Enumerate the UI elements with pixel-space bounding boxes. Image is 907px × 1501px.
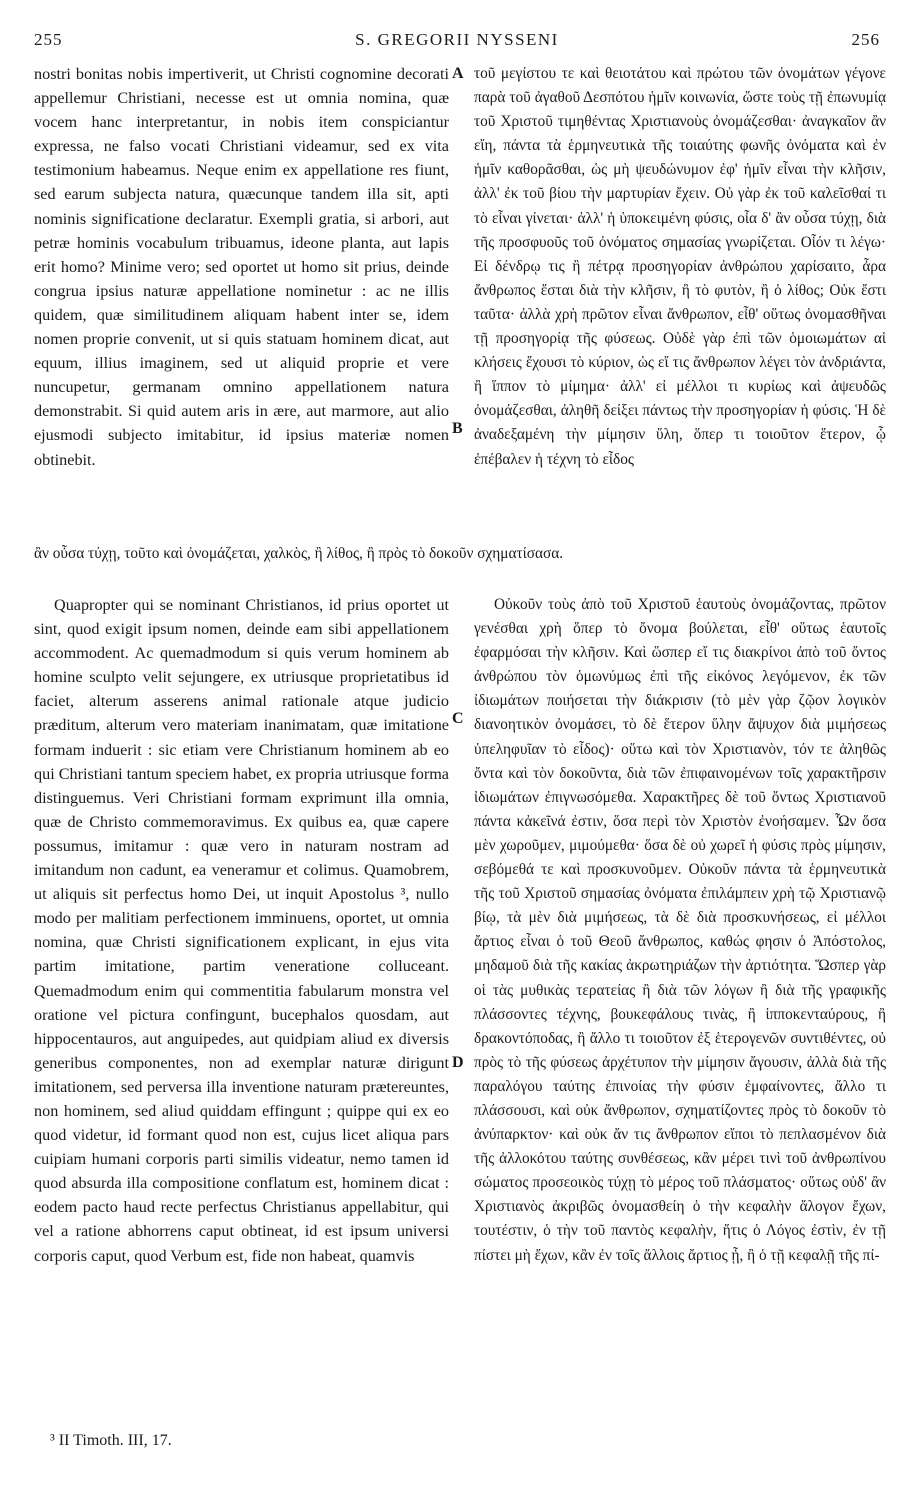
- latin-column-part1: nostri bonitas nobis impertiverit, ut Christi cognomine decorati appellemur Christiani, necesse est ut omnia nomina, quæ vocem hanc interpretantur, in nobis item conspiciantur expressa, ne falso vocati Christiani videamur, sed ex vita testimonium habeamus. Neque enim ex appellatione res fiunt, sed earum subjecta natura, quæcunque tandem illa sit, apti nominis significatione declaratur. Exempli gratia, si arbori, aut petræ hominis vocabulum tribuamus, ideone planta, aut lapis erit homo? Minime vero; sed oportet ut homo sit prius, deinde congrua ipsius naturæ appellatione nominetur : ac ne illis quidem, quæ similitudinem aliquam habent inter se, idem nomen proprie convenit, ut si quis statuam hominem dicat, aut equum, illius imaginem, sed ut aliquid proprie et vere nuncupetur, germanam omnino appellationem natura demonstrabit. Si quid autem aris in ære, aut marmore, aut alio ejusmodi subjecto imitabitur, id ipsius materiæ nomen obtinebit.: [34, 65, 449, 469]
- greek-spanning-line: ἂν οὖσα τύχῃ, τοῦτο καὶ ὀνομάζεται, χαλκὸς, ἢ λίθος, ἢ πρὸς τὸ δοκοῦν σχηματίσασα.: [34, 545, 564, 562]
- running-title: S. GREGORII NYSSENI: [355, 30, 559, 49]
- latin-column-part2: Quapropter qui se nominant Christianos, id prius oportet ut sint, quod exigit ipsum nomen, deinde eam sibi appellationem accommodent. Ac quemadmodum si quis verum hominem ab homine sculpto velit sejungere, ex utriusque proprietatibus id faciet, alterum asserens animal rationale atque judicio præditum, alterum vero materiam inanimatam, quæ imitatione formam induerit : sic etiam vere Christianum hominem ab eo qui Christiani tantum speciem habet, ex propria utriusque forma distinguemus. Veri Christiani formam exprimunt illa omnia, quæ de Christo commemoravimus. Ex quibus ea, quæ capere possumus, imitamur : quæ vero in naturam nostram ad imitandum non cadunt, ea veneramur et colimus. Quamobrem, ut aliquis sit perfectus homo Dei, ut inquit Apostolus ³, nullo modo per malitiam perfectionem imminuens, oportet, ut omnia nomina, quæ Christi significationem explicant, in ejus vita partim imitatione, partim veneratione colluceant. Quemadmodum enim qui commentitia fabularum monstra vel oratione vel pictura confingunt, bucephalos quosdam, aut hippocentauros, aut anguipedes, aut quidpiam aliud ex diversis generibus componentes, non ad exemplar naturæ dirigunt imitationem, sed perversa illa inventione naturam prætereuntes, non hominem, sed aliud quiddam effingunt ; quippe qui ex eo quod videtur, id formant quod non est, cujus licet aliqua pars cuipiam humani corporis parti similis videatur, nemo tamen id quod absurda illa compositione conflatum est, hominem dicat : eodem pacto haud recte perfectus Christianus appellabitur, qui vel a ratione abhorrens caput obtineat, id est ipsum universi corporis caput, quod Verbum est, fide non habeat, quamvis: [34, 596, 449, 1265]
- section-marker-c: C: [452, 710, 464, 727]
- greek-column-part1: τοῦ μεγίστου τε καὶ θειοτάτου καὶ πρώτου τῶν ὀνομάτων γέγονε παρὰ τοῦ ἀγαθοῦ Δεσπότου ἡμῖν κοινωνία, ὥστε τοὺς τῇ ἐπωνυμίᾳ τοῦ Χριστοῦ τιμηθέντας Χριστιανοὺς ὀνομάζεσθαι· ἀναγκαῖον ἂν εἴη, πάντα τὰ ἑρμηνευτικὰ τῆς τοιαύτης φωνῆς ὀνόματα καὶ ἐν ἡμῖν καθορᾶσθαι, ὡς μὴ ψευδώνυμον ἐφ' ἡμῖν εἶναι τὴν κλῆσιν, ἀλλ' ἐκ τοῦ βίου τὴν μαρτυρίαν ἔχειν. Οὐ γὰρ ἐκ τοῦ καλεῖσθαί τι τὸ εἶναι γίνεται· ἀλλ' ἡ ὑποκειμένη φύσις, οἷα δ' ἂν οὖσα τύχῃ, διὰ τῆς προσφυοῦς τοῦ ὀνόματος σημασίας γνωρίζεται. Οἷόν τι λέγω· Εἰ δένδρῳ τις ἢ πέτρᾳ προσηγορίαν ἀνθρώπου χαρίσαιτο, ἆρα ἄνθρωπος ἔσται διὰ τὴν κλῆσιν, ἢ τὸ φυτὸν, ἢ ὁ λίθος; Οὐκ ἔστι ταῦτα· ἀλλὰ χρὴ πρῶτον εἶναι ἄνθρωπον, εἶθ' οὕτως ὀνομασθῆναι τῇ προσηγορίᾳ τῆς φύσεως. Οὐδὲ γὰρ ἐπὶ τῶν ὁμοιωμάτων αἱ κλήσεις ἔχουσι τὸ κύριον, ὡς εἴ τις ἄνθρωπον λέγει τὸν ἀνδριάντα, ἢ ἵππον τὸ μίμημα· ἀλλ' εἰ μέλλοι τι κυρίως καὶ ἀψευδῶς ὀνομάζεσθαι, ἀληθῆ δείξει πάντως τὴν προσηγορίαν ἡ φύσις. Ἡ δὲ ἀναδεξαμένη τὴν μίμησιν ὕλη, ὅπερ τι τοιοῦτον ἕτερον, ᾧ ἐπέβαλεν ἡ τέχνη τὸ εἶδος: [474, 65, 886, 468]
- running-header: [34, 30, 880, 58]
- page-number-left: 255: [34, 30, 63, 49]
- section-marker-b: B: [452, 420, 463, 437]
- section-marker-d: D: [452, 1054, 464, 1071]
- greek-column-part2: Οὐκοῦν τοὺς ἀπὸ τοῦ Χριστοῦ ἑαυτοὺς ὀνομάζοντας, πρῶτον γενέσθαι χρὴ ὅπερ τὸ ὄνομα βούλεται, εἶθ' οὕτως ἑαυτοῖς ἐφαρμόσαι τὴν κλῆσιν. Καὶ ὥσπερ εἴ τις διακρίνοι ἀπὸ τοῦ ὄντος ἀνθρώπου τὸν ὁμωνύμως ἐπὶ τῆς εἰκόνος λεγόμενον, ἐκ τῶν ἰδιωμάτων ποιήσεται τὴν διάκρισιν (τὸ μὲν γὰρ ζῷον λογικὸν διανοητικὸν ὀνομάσει, τὸ δὲ ἕτερον ὕλην ἄψυχον διὰ μιμήσεως ὑπεληφυῖαν τὸ εἶδος)· οὕτω καὶ τὸν Χριστιανὸν, τόν τε ἀληθῶς ὄντα καὶ τὸν δοκοῦντα, διὰ τῶν ἐπιφαινομένων τοῖς χαρακτῆρσιν ἰδιωμάτων ἐπιγνωσόμεθα. Χαρακτῆρες δὲ τοῦ ὄντως Χριστιανοῦ πάντα κἀκεῖνά ἐστιν, ὅσα περὶ τὸν Χριστὸν ἐνοήσαμεν. Ὧν ὅσα μὲν χωροῦμεν, μιμούμεθα· ὅσα δὲ οὐ χωρεῖ ἡ φύσις πρὸς μίμησιν, σεβόμεθά τε καὶ προσκυνοῦμεν. Οὐκοῦν πάντα τὰ ἑρμηνευτικὰ τῆς τοῦ Χριστοῦ σημασίας ὀνόματα ἐπιλάμπειν χρὴ τῷ Χριστιανῷ βίῳ, τὰ μὲν διὰ μιμήσεως, τὰ δὲ διὰ προσκυνήσεως, εἰ μέλλοι ἄρτιος εἶναι ὁ τοῦ Θεοῦ ἄνθρωπος, καθώς φησιν ὁ Ἀπόστολος, μηδαμοῦ διὰ τῆς κακίας ἀκρωτηριάζων τὴν ἀρτιότητα. Ὥσπερ γὰρ οἱ τὰς μυθικὰς τερατείας ἢ διὰ τῶν λόγων ἢ διὰ τῆς γραφικῆς πλάσσοντες τέχνης, βουκεφάλους τινὰς, ἢ ἱπποκενταύρους, ἢ δρακοντόποδας, ἢ ἄλλο τι τοιοῦτον ἐξ ἑτερογενῶν συντιθέντες, οὐ πρὸς τὸ τῆς φύσεως ἀρχέτυπον τὴν μίμησιν ἄγουσιν, ἀλλὰ διὰ τῆς παραλόγου ταύτης ἐπινοίας τὴν φύσιν ἐμφαίνοντες, ἄλλο τι πλάσσουσι, καὶ οὐκ ἄνθρωπον, σχηματίζοντες πρὸς τὸ δοκοῦν τὸ ἀνύπαρκτον· καὶ οὐκ ἄν τις ἄνθρωπον εἴποι τὸ πεπλασμένον διὰ τῆς ἀλλοκότου ταύτης συνθέσεως, κἂν μέρει τινὶ τοῦ ἀνθρωπίνου σώματος προσεοικὸς τύχῃ τὸ μέρος τοῦ πλάσματος· οὕτως οὐδ' ἂν Χριστιανὸς ἀκριβῶς ὀνομασθείη ὁ τὴν κεφαλὴν ἄλογον ἔχων, τουτέστιν, ὁ τὴν τοῦ παντὸς κεφαλὴν, ἥτις ὁ Λόγος ἐστὶν, ἐν τῇ πίστει μὴ ἔχων, κἂν ἐν τοῖς ἄλλοις ἄρτιος ᾖ, ἢ ὁ τῇ κεφαλῇ τῆς πί-: [474, 596, 886, 1264]
- page-number-right: 256: [851, 30, 880, 49]
- footnote: ³ II Timoth. III, 17.: [50, 1432, 172, 1449]
- section-marker-a: A: [452, 65, 464, 82]
